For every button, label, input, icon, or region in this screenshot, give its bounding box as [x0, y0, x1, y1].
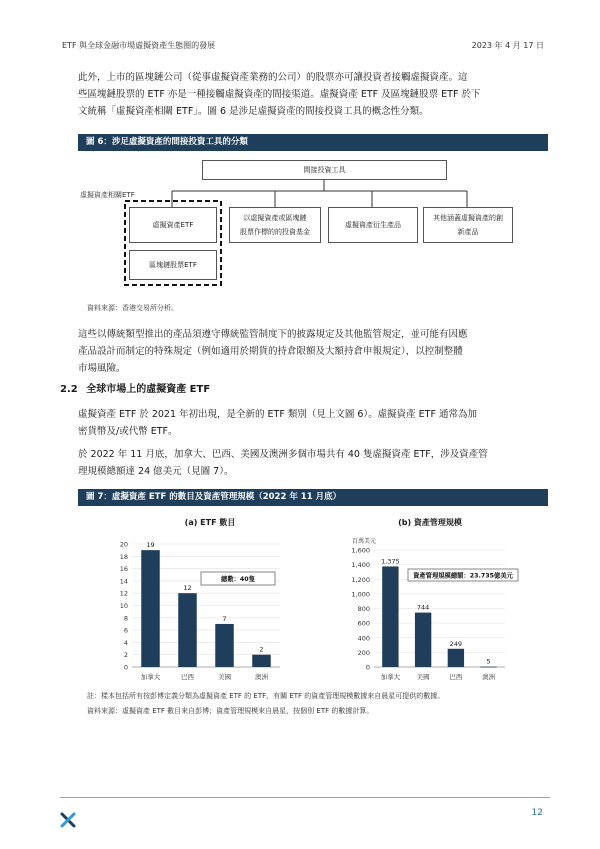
regulation-paragraph [78, 326, 548, 377]
bar [448, 649, 464, 667]
bar [178, 593, 197, 667]
data-label: 19 [146, 541, 155, 550]
va-etf-intro-line-1: 虛擬資產 ETF 於 2021 年初出現，是全新的 ETF 類別（見上文圖 6）。虛擬資產 ETF 通常為加 [78, 409, 477, 420]
data-label: 2 [259, 645, 264, 654]
figure-7-title: 圖 7：虛擬資產 ETF 的數目及資產管理規模（2022 年 11 月底） [78, 489, 548, 506]
document-header-date: 2023 年 4 月 17 日 [471, 41, 544, 50]
bar [480, 667, 496, 668]
data-label: 7 [222, 614, 227, 623]
intro-line-3: 文統稱「虛擬資產相關 ETF」。圖 6 是涉足虛擬資產的間接投資工具的概念性分類。 [78, 106, 429, 117]
bar [415, 613, 431, 667]
regulation-line-1: 這些以傳統類型推出的產品須遵守傳統監管制度下的披露規定及其他監管規定，並可能有因應 [78, 329, 468, 340]
y-tick-label: 400 [357, 634, 370, 643]
total-annotation-text: 資產管理規模總額：23.735億美元 [413, 572, 513, 580]
va-derivative-box: 虛擬資產衍生產品 [328, 207, 418, 243]
regulation-line-3: 市場風險。 [78, 363, 126, 374]
hkex-logo-icon [60, 812, 76, 828]
section-heading [60, 380, 210, 395]
va-etf-intro-paragraph [78, 406, 548, 440]
y-axis-label: 百萬美元 [352, 538, 377, 545]
market-size-line-1: 於 2022 年 11 月底，加拿大、巴西、美國及澳洲多個市場共有 40 隻虛擬資產 ETF，涉及資產管 [78, 449, 488, 460]
section-number: 2.2 [60, 384, 78, 395]
document-header-title: ETF 與全球金融市場虛擬資產生態圈的發展 [62, 41, 216, 50]
x-tick-label: 巴西 [181, 673, 194, 681]
regulation-line-2: 產品設計而制定的特殊規定（例如適用於期貨的持倉限額及大額持倉申報規定），以控制整體 [78, 346, 463, 357]
data-label: 744 [416, 603, 430, 612]
innovative-product-box [423, 207, 513, 243]
figure-6-source: 資料來源：香港交易所分析。 [87, 304, 178, 312]
figure-7-note: 註：樣本包括所有按彭博定義分類為虛擬資產 ETF 的 ETF，有關 ETF 的資產管理規模數據來自晨星可提供的數據。 [87, 692, 445, 700]
y-tick-label: 600 [357, 619, 370, 628]
va-etf-box: 虛擬資產ETF [129, 207, 217, 243]
total-annotation-text: 總數：40隻 [221, 576, 255, 583]
bar [141, 550, 160, 667]
page-number: 12 [531, 808, 543, 818]
y-tick-label: 0 [123, 663, 128, 672]
indirect-investment-box: 間接投資工具 [202, 160, 447, 180]
chart-a-etf-count [100, 530, 300, 690]
y-tick-label: 18 [119, 552, 128, 561]
y-tick-label: 14 [119, 577, 128, 586]
y-tick-label: 1,600 [351, 546, 370, 555]
x-tick-label: 澳洲 [255, 673, 268, 681]
y-tick-label: 6 [123, 626, 128, 635]
va-etf-intro-line-2: 密貨幣及/或代幣 ETF。 [78, 426, 178, 437]
intro-line-1: 此外，上市的區塊鏈公司（從事虛擬資產業務的公司）的股票亦可讓投資者接觸虛擬資產。這 [78, 72, 468, 83]
y-tick-label: 20 [119, 540, 128, 549]
y-tick-label: 12 [119, 589, 128, 598]
x-tick-label: 加拿大 [380, 673, 401, 681]
bar [252, 655, 271, 667]
intro-line-2: 些區塊鏈股票的 ETF 亦是一種接觸虛擬資產的間接渠道。虛擬資產 ETF 及區塊鏈股票 ETF 於下 [78, 89, 481, 100]
data-label: 1,375 [381, 557, 400, 566]
y-tick-label: 2 [123, 651, 128, 660]
x-tick-label: 美國 [218, 673, 231, 681]
innovative-product-line-1: 其他涵蓋虛擬資產的創 [433, 214, 503, 222]
figure-7-source: 資料來源：虛擬資產 ETF 數目來自彭博；資產管理規模來自晨星，按個別 ETF 的數據計算。 [87, 707, 374, 715]
investment-fund-box [229, 207, 321, 243]
market-size-paragraph [78, 446, 548, 480]
x-tick-label: 巴西 [449, 673, 463, 681]
chart-b-title: (b) 資產管理規模 [398, 518, 462, 527]
y-tick-label: 200 [357, 648, 370, 657]
y-tick-label: 16 [119, 565, 128, 574]
section-title: 全球市場上的虛擬資產 ETF [86, 384, 211, 395]
investment-fund-line-1: 以虛擬資產或區塊鏈 [243, 214, 307, 222]
bar [382, 566, 398, 667]
figure-6-title: 圖 6：涉足虛擬資產的間接投資工具的分類 [78, 134, 548, 151]
data-label: 12 [183, 584, 192, 593]
y-tick-label: 8 [123, 614, 128, 623]
market-size-line-2: 理規模總額達 24 億美元（見圖 7）。 [78, 466, 234, 477]
chart-a-title: (a) ETF 數目 [184, 518, 236, 527]
footer-divider [60, 797, 550, 798]
data-label: 249 [449, 639, 463, 648]
y-tick-label: 10 [119, 602, 128, 610]
y-tick-label: 1,200 [351, 575, 370, 584]
x-tick-label: 澳洲 [482, 673, 496, 681]
y-tick-label: 4 [123, 638, 128, 647]
innovative-product-line-2: 新產品 [457, 228, 479, 236]
va-related-etf-label: 虛擬資產相關ETF [80, 191, 135, 199]
x-tick-label: 美國 [416, 673, 430, 681]
y-tick-label: 800 [357, 605, 370, 613]
x-tick-label: 加拿大 [140, 673, 161, 681]
bar [215, 624, 234, 667]
blockchain-etf-box: 區塊鏈股票ETF [129, 250, 217, 280]
y-tick-label: 0 [365, 663, 370, 672]
investment-fund-line-2: 股票作標的的投資基金 [240, 228, 310, 236]
data-label: 5 [486, 657, 491, 666]
y-tick-label: 1,400 [351, 561, 370, 570]
y-tick-label: 1,000 [351, 590, 370, 599]
chart-b-aum [330, 530, 530, 690]
